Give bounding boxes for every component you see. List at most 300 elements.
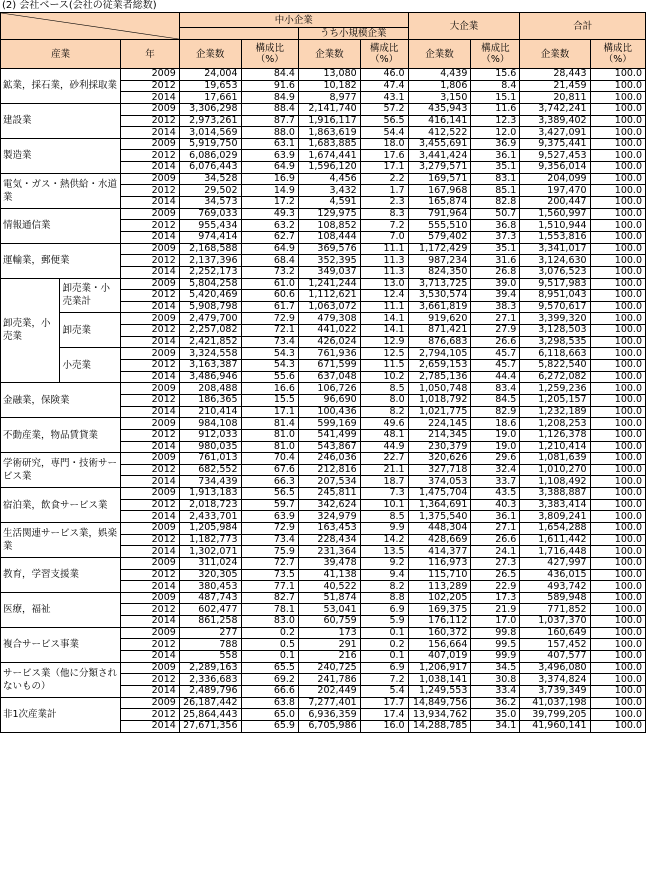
year-cell: 2014 xyxy=(121,127,180,139)
total-ratio-cell: 100.0 xyxy=(590,592,645,604)
sme-count-cell: 2,336,683 xyxy=(179,674,241,686)
large-ratio-cell: 35.1 xyxy=(471,162,520,174)
total-count-cell: 427,997 xyxy=(520,557,590,569)
sme-ratio-cell: 70.4 xyxy=(241,453,298,465)
small-ratio-cell: 6.9 xyxy=(360,604,408,616)
year-cell: 2014 xyxy=(121,266,180,278)
sme-ratio-cell: 91.6 xyxy=(241,80,298,92)
sme-ratio-cell: 73.4 xyxy=(241,534,298,546)
small-ratio-cell: 22.7 xyxy=(360,453,408,465)
small-count-cell: 228,434 xyxy=(298,534,360,546)
sub-industry-cell: 卸売業・小売業計 xyxy=(59,278,121,313)
small-count-cell: 3,432 xyxy=(298,185,360,197)
header-sme: 中小企業 xyxy=(179,13,408,28)
industry-cell: 鉱業，採石業，砂利採取業 xyxy=(1,69,121,104)
small-ratio-cell: 0.1 xyxy=(360,627,408,639)
large-count-cell: 320,626 xyxy=(408,453,471,465)
sme-count-cell: 912,033 xyxy=(179,429,241,441)
large-ratio-cell: 39.4 xyxy=(471,290,520,302)
sme-count-cell: 861,258 xyxy=(179,616,241,628)
large-ratio-cell: 40.3 xyxy=(471,499,520,511)
total-count-cell: 3,388,887 xyxy=(520,488,590,500)
small-count-cell: 6,705,986 xyxy=(298,720,360,732)
sme-count-cell: 26,187,442 xyxy=(179,697,241,709)
small-count-cell: 541,499 xyxy=(298,429,360,441)
header-total: 合計 xyxy=(520,13,646,40)
large-ratio-cell: 36.1 xyxy=(471,511,520,523)
sme-count-cell: 2,252,173 xyxy=(179,266,241,278)
small-count-cell: 6,936,359 xyxy=(298,709,360,721)
large-count-cell: 3,150 xyxy=(408,92,471,104)
sme-ratio-cell: 66.3 xyxy=(241,476,298,488)
small-ratio-cell: 17.7 xyxy=(360,697,408,709)
large-ratio-cell: 84.5 xyxy=(471,394,520,406)
total-count-cell: 39,799,205 xyxy=(520,709,590,721)
large-count-cell: 169,375 xyxy=(408,604,471,616)
sme-count-cell: 734,439 xyxy=(179,476,241,488)
total-count-cell: 3,341,017 xyxy=(520,243,590,255)
year-cell: 2014 xyxy=(121,685,180,697)
small-ratio-cell: 8.8 xyxy=(360,592,408,604)
total-ratio-cell: 100.0 xyxy=(590,604,645,616)
header-count: 企業数 xyxy=(179,40,241,69)
small-ratio-cell: 0.1 xyxy=(360,651,408,663)
total-ratio-cell: 100.0 xyxy=(590,441,645,453)
large-ratio-cell: 33.7 xyxy=(471,476,520,488)
small-count-cell: 1,916,117 xyxy=(298,115,360,127)
large-ratio-cell: 12.3 xyxy=(471,115,520,127)
large-count-cell: 1,475,704 xyxy=(408,488,471,500)
total-count-cell: 3,124,630 xyxy=(520,255,590,267)
sme-ratio-cell: 17.1 xyxy=(241,406,298,418)
total-ratio-cell: 100.0 xyxy=(590,220,645,232)
year-cell: 2014 xyxy=(121,197,180,209)
small-count-cell: 4,591 xyxy=(298,197,360,209)
sme-count-cell: 5,908,798 xyxy=(179,301,241,313)
total-count-cell: 9,527,453 xyxy=(520,150,590,162)
total-count-cell: 9,517,983 xyxy=(520,278,590,290)
total-ratio-cell: 100.0 xyxy=(590,371,645,383)
small-count-cell: 60,759 xyxy=(298,616,360,628)
total-count-cell: 1,208,253 xyxy=(520,418,590,430)
total-count-cell: 8,951,043 xyxy=(520,290,590,302)
sme-count-cell: 1,182,773 xyxy=(179,534,241,546)
small-ratio-cell: 9.2 xyxy=(360,557,408,569)
small-ratio-cell: 11.3 xyxy=(360,266,408,278)
year-cell: 2012 xyxy=(121,429,180,441)
sme-ratio-cell: 63.9 xyxy=(241,150,298,162)
small-count-cell: 240,725 xyxy=(298,662,360,674)
year-cell: 2012 xyxy=(121,499,180,511)
total-ratio-cell: 100.0 xyxy=(590,453,645,465)
small-ratio-cell: 54.4 xyxy=(360,127,408,139)
total-count-cell: 3,389,402 xyxy=(520,115,590,127)
small-ratio-cell: 11.3 xyxy=(360,255,408,267)
sme-count-cell: 5,804,258 xyxy=(179,278,241,290)
sme-ratio-cell: 72.9 xyxy=(241,522,298,534)
sme-ratio-cell: 72.1 xyxy=(241,325,298,337)
small-ratio-cell: 48.1 xyxy=(360,429,408,441)
total-count-cell: 1,037,370 xyxy=(520,616,590,628)
large-count-cell: 919,620 xyxy=(408,313,471,325)
total-count-cell: 1,259,236 xyxy=(520,383,590,395)
small-count-cell: 40,522 xyxy=(298,581,360,593)
year-cell: 2009 xyxy=(121,348,180,360)
small-ratio-cell: 7.2 xyxy=(360,220,408,232)
total-ratio-cell: 100.0 xyxy=(590,394,645,406)
total-count-cell: 1,611,442 xyxy=(520,534,590,546)
sme-ratio-cell: 59.7 xyxy=(241,499,298,511)
sme-ratio-cell: 63.2 xyxy=(241,220,298,232)
industry-cell: 教育，学習支援業 xyxy=(1,557,121,592)
small-count-cell: 51,874 xyxy=(298,592,360,604)
small-ratio-cell: 56.5 xyxy=(360,115,408,127)
total-count-cell: 41,037,198 xyxy=(520,697,590,709)
sme-ratio-cell: 72.7 xyxy=(241,557,298,569)
small-ratio-cell: 49.6 xyxy=(360,418,408,430)
sme-ratio-cell: 88.4 xyxy=(241,103,298,115)
year-cell: 2009 xyxy=(121,173,180,185)
total-count-cell: 9,356,014 xyxy=(520,162,590,174)
industry-cell: 製造業 xyxy=(1,138,121,173)
small-ratio-cell: 18.0 xyxy=(360,138,408,150)
small-count-cell: 426,024 xyxy=(298,336,360,348)
small-ratio-cell: 2.3 xyxy=(360,197,408,209)
large-count-cell: 416,141 xyxy=(408,115,471,127)
table-row xyxy=(1,627,646,639)
small-count-cell: 369,576 xyxy=(298,243,360,255)
sme-count-cell: 24,004 xyxy=(179,69,241,81)
sme-ratio-cell: 87.7 xyxy=(241,115,298,127)
total-ratio-cell: 100.0 xyxy=(590,92,645,104)
industry-cell: 建設業 xyxy=(1,103,121,138)
large-count-cell: 428,669 xyxy=(408,534,471,546)
year-cell: 2014 xyxy=(121,231,180,243)
small-ratio-cell: 18.7 xyxy=(360,476,408,488)
large-count-cell: 214,345 xyxy=(408,429,471,441)
small-count-cell: 1,241,244 xyxy=(298,278,360,290)
small-ratio-cell: 5.4 xyxy=(360,685,408,697)
large-ratio-cell: 31.6 xyxy=(471,255,520,267)
small-ratio-cell: 13.5 xyxy=(360,546,408,558)
small-count-cell: 8,977 xyxy=(298,92,360,104)
small-count-cell: 324,979 xyxy=(298,511,360,523)
table-row xyxy=(1,488,646,500)
small-ratio-cell: 14.2 xyxy=(360,534,408,546)
small-ratio-cell: 46.0 xyxy=(360,69,408,81)
small-ratio-cell: 8.3 xyxy=(360,208,408,220)
large-ratio-cell: 8.4 xyxy=(471,80,520,92)
small-ratio-cell: 17.4 xyxy=(360,709,408,721)
table-row xyxy=(1,103,646,115)
sme-ratio-cell: 75.9 xyxy=(241,546,298,558)
total-ratio-cell: 100.0 xyxy=(590,290,645,302)
total-ratio-cell: 100.0 xyxy=(590,429,645,441)
large-ratio-cell: 33.4 xyxy=(471,685,520,697)
year-cell: 2014 xyxy=(121,336,180,348)
large-count-cell: 160,372 xyxy=(408,627,471,639)
year-cell: 2009 xyxy=(121,383,180,395)
large-ratio-cell: 82.9 xyxy=(471,406,520,418)
sme-count-cell: 208,488 xyxy=(179,383,241,395)
total-count-cell: 3,128,503 xyxy=(520,325,590,337)
total-ratio-cell: 100.0 xyxy=(590,581,645,593)
small-ratio-cell: 5.9 xyxy=(360,616,408,628)
large-ratio-cell: 37.3 xyxy=(471,231,520,243)
total-count-cell: 160,649 xyxy=(520,627,590,639)
total-count-cell: 6,272,082 xyxy=(520,371,590,383)
sme-ratio-cell: 81.0 xyxy=(241,441,298,453)
sme-ratio-cell: 73.2 xyxy=(241,266,298,278)
small-ratio-cell: 47.4 xyxy=(360,80,408,92)
sme-ratio-cell: 49.3 xyxy=(241,208,298,220)
total-ratio-cell: 100.0 xyxy=(590,243,645,255)
sme-count-cell: 682,552 xyxy=(179,464,241,476)
large-ratio-cell: 12.0 xyxy=(471,127,520,139)
large-ratio-cell: 82.8 xyxy=(471,197,520,209)
total-count-cell: 41,960,141 xyxy=(520,720,590,732)
sme-ratio-cell: 64.9 xyxy=(241,243,298,255)
total-count-cell: 3,742,241 xyxy=(520,103,590,115)
large-count-cell: 13,934,762 xyxy=(408,709,471,721)
industry-cell: 生活関連サービス業，娯楽業 xyxy=(1,522,121,557)
total-ratio-cell: 100.0 xyxy=(590,69,645,81)
sme-count-cell: 34,528 xyxy=(179,173,241,185)
header-industry: 産業 xyxy=(1,40,121,69)
large-ratio-cell: 39.0 xyxy=(471,278,520,290)
total-ratio-cell: 100.0 xyxy=(590,138,645,150)
corner-diagonal-line xyxy=(1,13,179,39)
header-count: 企業数 xyxy=(520,40,590,69)
total-ratio-cell: 100.0 xyxy=(590,697,645,709)
year-cell: 2014 xyxy=(121,441,180,453)
total-count-cell: 200,447 xyxy=(520,197,590,209)
sme-count-cell: 2,489,796 xyxy=(179,685,241,697)
large-ratio-cell: 26.6 xyxy=(471,534,520,546)
sme-count-cell: 3,486,946 xyxy=(179,371,241,383)
total-ratio-cell: 100.0 xyxy=(590,208,645,220)
small-ratio-cell: 1.7 xyxy=(360,185,408,197)
table-row xyxy=(1,522,646,534)
total-ratio-cell: 100.0 xyxy=(590,325,645,337)
large-ratio-cell: 36.8 xyxy=(471,220,520,232)
large-ratio-cell: 19.0 xyxy=(471,429,520,441)
small-count-cell: 39,478 xyxy=(298,557,360,569)
header-ratio: 構成比 （%） xyxy=(471,40,520,69)
total-count-cell: 1,553,816 xyxy=(520,231,590,243)
total-count-cell: 1,654,288 xyxy=(520,522,590,534)
small-ratio-cell: 16.0 xyxy=(360,720,408,732)
industry-cell: 不動産業，物品賃貸業 xyxy=(1,418,121,453)
header-corner xyxy=(1,13,180,40)
total-count-cell: 3,076,523 xyxy=(520,266,590,278)
year-cell: 2009 xyxy=(121,208,180,220)
year-cell: 2009 xyxy=(121,662,180,674)
large-ratio-cell: 36.2 xyxy=(471,697,520,709)
year-cell: 2012 xyxy=(121,394,180,406)
small-ratio-cell: 8.5 xyxy=(360,511,408,523)
header-sme-spacer xyxy=(179,28,298,40)
sme-ratio-cell: 78.1 xyxy=(241,604,298,616)
industry-cell: 運輸業，郵便業 xyxy=(1,243,121,278)
large-ratio-cell: 22.9 xyxy=(471,581,520,593)
table-row xyxy=(1,383,646,395)
large-count-cell: 374,053 xyxy=(408,476,471,488)
total-ratio-cell: 100.0 xyxy=(590,534,645,546)
large-ratio-cell: 27.1 xyxy=(471,313,520,325)
total-count-cell: 1,716,448 xyxy=(520,546,590,558)
year-cell: 2012 xyxy=(121,290,180,302)
industry-cell: 複合サービス事業 xyxy=(1,627,121,662)
total-ratio-cell: 100.0 xyxy=(590,639,645,651)
sme-ratio-cell: 69.2 xyxy=(241,674,298,686)
large-ratio-cell: 36.9 xyxy=(471,138,520,150)
small-ratio-cell: 6.9 xyxy=(360,662,408,674)
small-count-cell: 1,596,120 xyxy=(298,162,360,174)
sme-count-cell: 277 xyxy=(179,627,241,639)
small-count-cell: 207,534 xyxy=(298,476,360,488)
large-ratio-cell: 45.7 xyxy=(471,360,520,372)
sme-ratio-cell: 56.5 xyxy=(241,488,298,500)
sme-ratio-cell: 0.5 xyxy=(241,639,298,651)
industry-cell: 電気・ガス・熱供給・水道業 xyxy=(1,173,121,208)
year-cell: 2012 xyxy=(121,534,180,546)
total-ratio-cell: 100.0 xyxy=(590,185,645,197)
large-ratio-cell: 43.5 xyxy=(471,488,520,500)
table-row xyxy=(1,243,646,255)
sme-ratio-cell: 61.0 xyxy=(241,278,298,290)
total-count-cell: 9,570,617 xyxy=(520,301,590,313)
total-count-cell: 1,010,270 xyxy=(520,464,590,476)
total-ratio-cell: 100.0 xyxy=(590,150,645,162)
sme-count-cell: 34,573 xyxy=(179,197,241,209)
table-row xyxy=(1,697,646,709)
sme-count-cell: 2,018,723 xyxy=(179,499,241,511)
sme-count-cell: 186,365 xyxy=(179,394,241,406)
sme-count-cell: 761,013 xyxy=(179,453,241,465)
sme-ratio-cell: 60.6 xyxy=(241,290,298,302)
large-count-cell: 113,289 xyxy=(408,581,471,593)
small-ratio-cell: 8.2 xyxy=(360,581,408,593)
small-ratio-cell: 57.2 xyxy=(360,103,408,115)
sme-ratio-cell: 65.0 xyxy=(241,709,298,721)
total-count-cell: 5,822,540 xyxy=(520,360,590,372)
industry-cell: 卸売業，小売業 xyxy=(1,278,60,383)
total-count-cell: 3,739,349 xyxy=(520,685,590,697)
sme-ratio-cell: 73.5 xyxy=(241,569,298,581)
large-ratio-cell: 17.3 xyxy=(471,592,520,604)
small-ratio-cell: 10.2 xyxy=(360,371,408,383)
industry-cell: 学術研究，専門・技術サービス業 xyxy=(1,453,121,488)
large-ratio-cell: 17.0 xyxy=(471,616,520,628)
total-ratio-cell: 100.0 xyxy=(590,557,645,569)
total-ratio-cell: 100.0 xyxy=(590,162,645,174)
sme-count-cell: 1,205,984 xyxy=(179,522,241,534)
total-count-cell: 1,126,378 xyxy=(520,429,590,441)
table-row xyxy=(1,453,646,465)
small-count-cell: 352,395 xyxy=(298,255,360,267)
sme-count-cell: 1,913,183 xyxy=(179,488,241,500)
large-count-cell: 987,234 xyxy=(408,255,471,267)
total-ratio-cell: 100.0 xyxy=(590,383,645,395)
total-count-cell: 28,443 xyxy=(520,69,590,81)
small-ratio-cell: 14.1 xyxy=(360,325,408,337)
small-count-cell: 163,453 xyxy=(298,522,360,534)
large-ratio-cell: 35.0 xyxy=(471,709,520,721)
industry-cell: 宿泊業，飲食サービス業 xyxy=(1,488,121,523)
total-ratio-cell: 100.0 xyxy=(590,511,645,523)
table-caption: (2) 会社ベース(会社の従業者総数) xyxy=(2,0,157,11)
small-ratio-cell: 11.5 xyxy=(360,360,408,372)
small-count-cell: 1,863,619 xyxy=(298,127,360,139)
total-count-cell: 436,015 xyxy=(520,569,590,581)
sme-count-cell: 2,289,163 xyxy=(179,662,241,674)
large-count-cell: 1,364,691 xyxy=(408,499,471,511)
table-row xyxy=(1,208,646,220)
total-count-cell: 1,232,189 xyxy=(520,406,590,418)
sme-count-cell: 3,306,298 xyxy=(179,103,241,115)
large-ratio-cell: 26.6 xyxy=(471,336,520,348)
sme-count-cell: 3,163,387 xyxy=(179,360,241,372)
year-cell: 2009 xyxy=(121,243,180,255)
large-count-cell: 871,421 xyxy=(408,325,471,337)
header-small: うち小規模企業 xyxy=(298,28,408,40)
sme-ratio-cell: 64.9 xyxy=(241,162,298,174)
sme-count-cell: 2,137,396 xyxy=(179,255,241,267)
small-ratio-cell: 21.1 xyxy=(360,464,408,476)
sme-ratio-cell: 16.6 xyxy=(241,383,298,395)
large-count-cell: 3,455,691 xyxy=(408,138,471,150)
large-count-cell: 555,510 xyxy=(408,220,471,232)
small-ratio-cell: 9.9 xyxy=(360,522,408,534)
industry-cell: 非1次産業計 xyxy=(1,697,121,732)
small-count-cell: 1,674,441 xyxy=(298,150,360,162)
small-ratio-cell: 17.6 xyxy=(360,150,408,162)
sme-ratio-cell: 84.9 xyxy=(241,92,298,104)
total-count-cell: 1,108,492 xyxy=(520,476,590,488)
header-count: 企業数 xyxy=(408,40,471,69)
sme-count-cell: 558 xyxy=(179,651,241,663)
total-count-cell: 6,118,663 xyxy=(520,348,590,360)
year-cell: 2012 xyxy=(121,220,180,232)
sme-count-cell: 2,257,082 xyxy=(179,325,241,337)
total-ratio-cell: 100.0 xyxy=(590,627,645,639)
large-ratio-cell: 99.9 xyxy=(471,651,520,663)
small-count-cell: 1,063,072 xyxy=(298,301,360,313)
small-ratio-cell: 10.1 xyxy=(360,499,408,511)
table-row xyxy=(1,662,646,674)
small-count-cell: 108,852 xyxy=(298,220,360,232)
small-count-cell: 7,277,401 xyxy=(298,697,360,709)
sme-count-cell: 380,453 xyxy=(179,581,241,593)
sme-count-cell: 6,086,029 xyxy=(179,150,241,162)
sme-ratio-cell: 65.5 xyxy=(241,662,298,674)
total-ratio-cell: 100.0 xyxy=(590,464,645,476)
sme-count-cell: 980,035 xyxy=(179,441,241,453)
small-ratio-cell: 8.0 xyxy=(360,394,408,406)
sme-count-cell: 3,324,558 xyxy=(179,348,241,360)
total-count-cell: 589,948 xyxy=(520,592,590,604)
large-count-cell: 1,021,775 xyxy=(408,406,471,418)
large-ratio-cell: 99.5 xyxy=(471,639,520,651)
industry-cell: サービス業（他に分類されないもの） xyxy=(1,662,121,697)
large-count-cell: 3,530,574 xyxy=(408,290,471,302)
total-ratio-cell: 100.0 xyxy=(590,616,645,628)
table-row xyxy=(1,138,646,150)
small-count-cell: 479,308 xyxy=(298,313,360,325)
total-ratio-cell: 100.0 xyxy=(590,499,645,511)
large-ratio-cell: 15.6 xyxy=(471,69,520,81)
